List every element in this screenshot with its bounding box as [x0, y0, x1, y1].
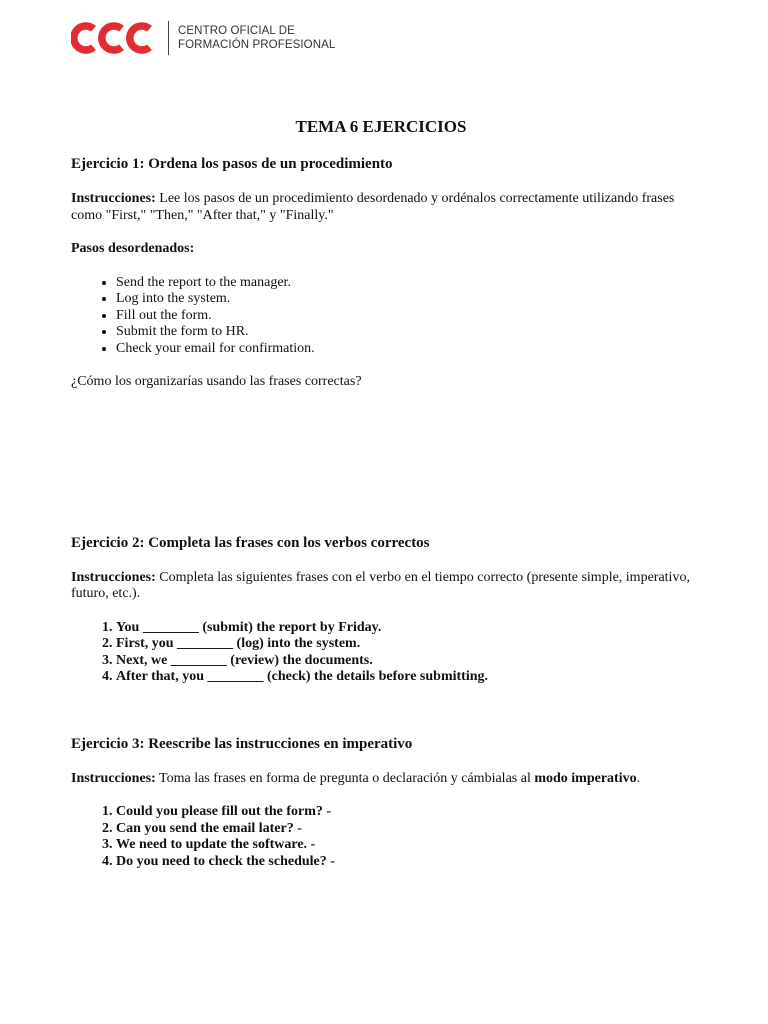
unordered-steps-list: [71, 275, 691, 358]
instructions-label: Instrucciones:: [71, 770, 156, 786]
exercise-2-instructions: [71, 570, 691, 603]
list-item: • Send the report to the manager.: [116, 275, 691, 292]
list-item: 1. You ________ (submit) the report by Friday.: [116, 620, 691, 637]
list-item: • Fill out the form.: [116, 308, 691, 325]
list-item: 4. Do you need to check the schedule? -: [116, 854, 691, 871]
exercise-2-list: [71, 620, 691, 686]
instructions-bold: modo imperativo: [534, 770, 637, 786]
list-item: 1. Could you please fill out the form? -: [116, 804, 691, 821]
list-item: • Log into the system.: [116, 291, 691, 308]
instructions-label: Instrucciones:: [71, 569, 156, 585]
instructions-text: Completa las siguientes frases con el verbo en el tiempo correcto (presente simple, imperativo, futuro, etc.).: [71, 569, 690, 601]
page-title: TEMA 6 EJERCICIOS: [295, 117, 467, 136]
org-line-1: CENTRO OFICIAL DE: [178, 25, 295, 37]
list-item: 3. We need to update the software. -: [116, 837, 691, 854]
exercise-1-instructions: [71, 191, 691, 224]
list-item: • Check your email for confirmation.: [116, 341, 691, 358]
exercise-2-heading: Ejercicio 2: Completa las frases con los verbos correctos: [71, 534, 430, 551]
ccc-logo: [71, 19, 157, 57]
exercise-1-heading: Ejercicio 1: Ordena los pasos de un procedimiento: [71, 156, 393, 172]
instructions-label: Instrucciones:: [71, 191, 156, 206]
instructions-end: .: [636, 770, 641, 786]
instructions-text: Lee los pasos de un procedimiento desordenado y ordénalos correctamente utilizando frases como "First," "Then," "After that," y "Finally.": [71, 191, 675, 223]
steps-label-text: Pasos desordenados:: [71, 241, 195, 256]
list-item: 3. Next, we ________ (review) the documents.: [116, 653, 691, 670]
org-name: [178, 24, 335, 52]
list-item: 2. First, you ________ (log) into the system.: [116, 636, 691, 653]
instructions-text: Toma las frases en forma de pregunta o declaración y cámbialas al: [155, 770, 535, 786]
exercise-3-instructions: [71, 771, 691, 788]
steps-label: [71, 241, 691, 258]
header: [71, 18, 335, 58]
list-item: 2. Can you send the email later? -: [116, 821, 691, 838]
exercise-3-list: [71, 804, 691, 870]
exercise-1-question: ¿Cómo los organizarías usando las frases correctas?: [71, 374, 362, 389]
answer-space: [71, 408, 691, 534]
list-item: 4. After that, you ________ (check) the details before submitting.: [116, 669, 691, 686]
document-body: [71, 117, 691, 887]
list-item: • Submit the form to HR.: [116, 324, 691, 341]
section-gap: [71, 703, 691, 735]
logo-divider: [168, 21, 169, 55]
org-line-2: FORMACIÓN PROFESIONAL: [178, 39, 336, 51]
exercise-3-heading: Ejercicio 3: Reescribe las instrucciones en imperativo: [71, 735, 413, 752]
